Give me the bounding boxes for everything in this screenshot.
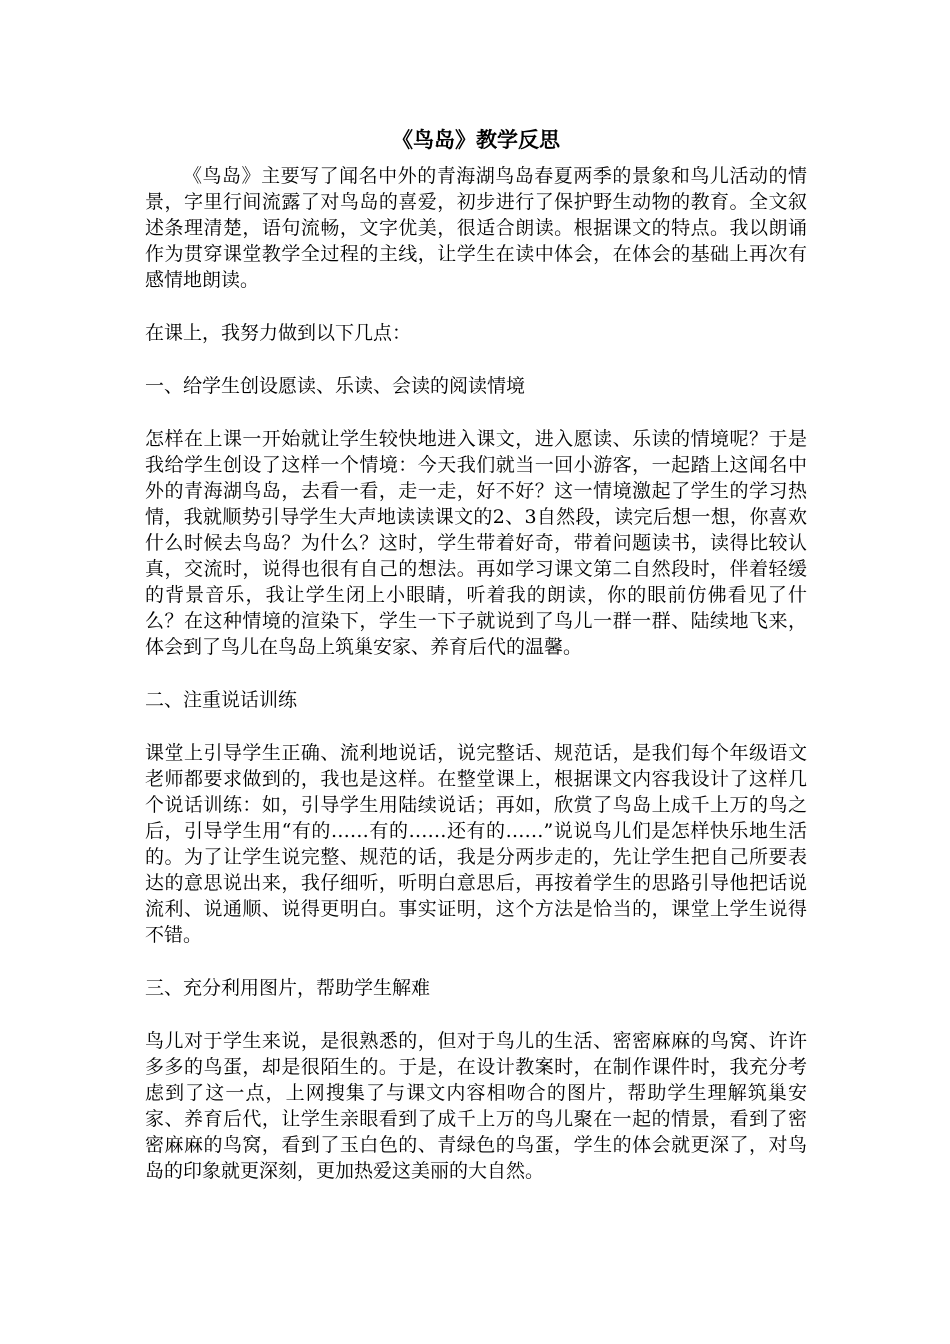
document-title: 《鸟岛》教学反思 bbox=[392, 127, 560, 152]
section-body-1: 怎样在上课一开始就让学生较快地进入课文，进入愿读、乐读的情境呢？于是我给学生创设了这样一个情境：今天我们就当一回小游客，一起踏上这闻名中外的青海湖鸟岛，去看一看，走一走，好不好？这一情境激起了学生的学习热情，我就顺势引导学生大声地读读课文的2、3自然段，读完后想一想，你喜欢什么时候去鸟岛？为什么？这时，学生带着好奇，带着问题读书，读得比较认真，交流时，说得也很有自己的想法。再如学习课文第二自然段时，伴着轻缓的背景音乐，我让学生闭上小眼睛，听着我的朗读，你的眼前仿佛看见了什么？在这种情境的渲染下，学生一下子就说到了鸟儿一群一群、陆续地飞来，体会到了鸟儿在鸟岛上筑巢安家、养育后代的温馨。 bbox=[145, 428, 807, 658]
lead-paragraph: 在课上，我努力做到以下几点： bbox=[145, 322, 412, 344]
section-heading-1: 一、给学生创设愿读、乐读、会读的阅读情境 bbox=[145, 375, 526, 397]
section-heading-2: 二、注重说话训练 bbox=[145, 689, 298, 711]
intro-paragraph: 《鸟岛》主要写了闻名中外的青海湖鸟岛春夏两季的景象和鸟儿活动的情景，字里行间流露了对鸟岛的喜爱，初步进行了保护野生动物的教育。全文叙述条理清楚，语句流畅，文字优美，很适合朗读。根据课文的特点。我以朗诵作为贯穿课堂教学全过程的主线，让学生在读中体会，在体会的基础上再次有感情地朗读。 bbox=[145, 165, 807, 291]
section-body-2: 课堂上引导学生正确、流利地说话，说完整话、规范话，是我们每个年级语文老师都要求做到的，我也是这样。在整堂课上，根据课文内容我设计了这样几个说话训练：如，引导学生用陆续说话；再如，欣赏了鸟岛上成千上万的鸟之后，引导学生用“有的……有的……还有的……”说说鸟儿们是怎样快乐地生活的。为了让学生说完整、规范的话，我是分两步走的，先让学生把自己所要表达的意思说出来，我仔细听，听明白意思后，再按着学生的思路引导他把话说流利、说通顺、说得更明白。事实证明，这个方法是恰当的，课堂上学生说得不错。 bbox=[145, 742, 807, 946]
document-page bbox=[145, 127, 807, 1184]
section-heading-3: 三、充分利用图片，帮助学生解难 bbox=[145, 977, 431, 999]
section-body-3: 鸟儿对于学生来说，是很熟悉的，但对于鸟儿的生活、密密麻麻的鸟窝、许许多多的鸟蛋，却是很陌生的。于是，在设计教案时，在制作课件时，我充分考虑到了这一点，上网搜集了与课文内容相吻合的图片，帮助学生理解筑巢安家、养育后代，让学生亲眼看到了成千上万的鸟儿聚在一起的情景，看到了密密麻麻的鸟窝，看到了玉白色的、青绿色的鸟蛋，学生的体会就更深了，对鸟岛的印象就更深刻，更加热爱这美丽的大自然。 bbox=[145, 1030, 807, 1182]
